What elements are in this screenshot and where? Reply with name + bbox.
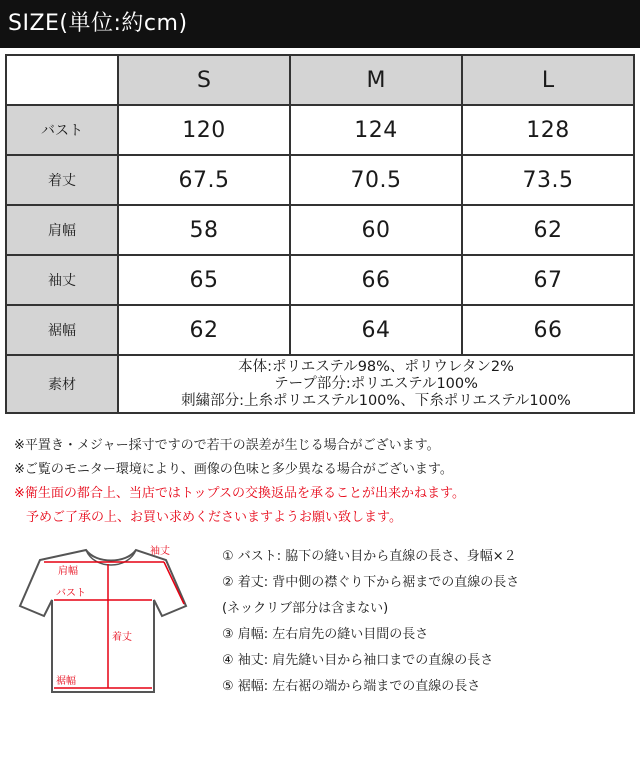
table-cell: 60	[290, 205, 462, 255]
size-header-s: S	[118, 55, 290, 105]
table-row-bust	[6, 105, 634, 155]
tshirt-diagram	[14, 542, 214, 702]
diagram-label-bust: バスト	[56, 588, 86, 599]
diagram-label-shoulder: 肩幅	[58, 566, 78, 577]
table-corner-cell	[6, 55, 118, 105]
table-cell: 70.5	[290, 155, 462, 205]
row-label: 袖丈	[6, 255, 118, 305]
table-cell: 62	[462, 205, 634, 255]
measurement-length: ② 着丈: 背中側の襟ぐり下から裾までの直線の長さ	[222, 575, 520, 590]
table-row-material	[6, 355, 634, 413]
note-measurement-error: ※平置き・メジャー採寸ですので若干の誤差が生じる場合がございます。	[14, 438, 440, 453]
note-no-returns: ※衛生面の都合上、当店ではトップスの交換返品を承ることが出来かねます。	[14, 486, 465, 501]
table-cell: 66	[462, 305, 634, 355]
table-cell: 64	[290, 305, 462, 355]
table-cell: 67	[462, 255, 634, 305]
measurement-sleeve: ④ 袖丈: 肩先縫い目から袖口までの直線の長さ	[222, 653, 494, 668]
size-header-l: L	[462, 55, 634, 105]
table-row-hem	[6, 305, 634, 355]
row-label: 着丈	[6, 155, 118, 205]
measurement-length-note: (ネックリブ部分は含まない)	[222, 601, 389, 616]
note-monitor-color: ※ご覧のモニター環境により、画像の色味と多少異なる場合がございます。	[14, 462, 453, 477]
row-label: バスト	[6, 105, 118, 155]
note-acknowledge: 予めご了承の上、お買い求めくださいますようお願い致します。	[26, 510, 402, 525]
diagram-label-length: 着丈	[112, 632, 132, 643]
measurement-hem: ⑤ 裾幅: 左右裾の端から端までの直線の長さ	[222, 679, 481, 694]
table-cell: 67.5	[118, 155, 290, 205]
measurement-bust: ① バスト: 脇下の縫い目から直線の長さ、身幅×２	[222, 549, 517, 564]
size-table	[5, 54, 635, 414]
material-description	[118, 355, 634, 413]
size-header-m: M	[290, 55, 462, 105]
row-label: 裾幅	[6, 305, 118, 355]
material-line: テープ部分:ポリエステル100%	[274, 375, 478, 392]
table-row-length	[6, 155, 634, 205]
tshirt-diagram-svg	[14, 542, 214, 702]
diagram-label-hem: 裾幅	[56, 676, 76, 687]
row-label: 素材	[6, 355, 118, 413]
table-cell: 73.5	[462, 155, 634, 205]
table-cell: 128	[462, 105, 634, 155]
material-line: 刺繍部分:上糸ポリエステル100%、下糸ポリエステル100%	[181, 392, 571, 409]
measurement-guide	[222, 544, 632, 700]
row-label: 肩幅	[6, 205, 118, 255]
size-title: SIZE(単位:約cm)	[0, 0, 640, 48]
material-line: 本体:ポリエステル98%、ポリウレタン2%	[238, 358, 514, 375]
table-cell: 65	[118, 255, 290, 305]
table-cell: 66	[290, 255, 462, 305]
tshirt-outline	[20, 550, 186, 692]
table-row-shoulder	[6, 205, 634, 255]
notes-section	[14, 434, 634, 530]
table-row-sleeve	[6, 255, 634, 305]
sleeve-line	[164, 562, 184, 604]
table-cell: 62	[118, 305, 290, 355]
table-cell: 58	[118, 205, 290, 255]
table-cell: 120	[118, 105, 290, 155]
size-header-row	[6, 55, 634, 105]
measurement-shoulder: ③ 肩幅: 左右肩先の縫い目間の長さ	[222, 627, 429, 642]
diagram-label-sleeve: 袖丈	[150, 546, 170, 557]
table-cell: 124	[290, 105, 462, 155]
